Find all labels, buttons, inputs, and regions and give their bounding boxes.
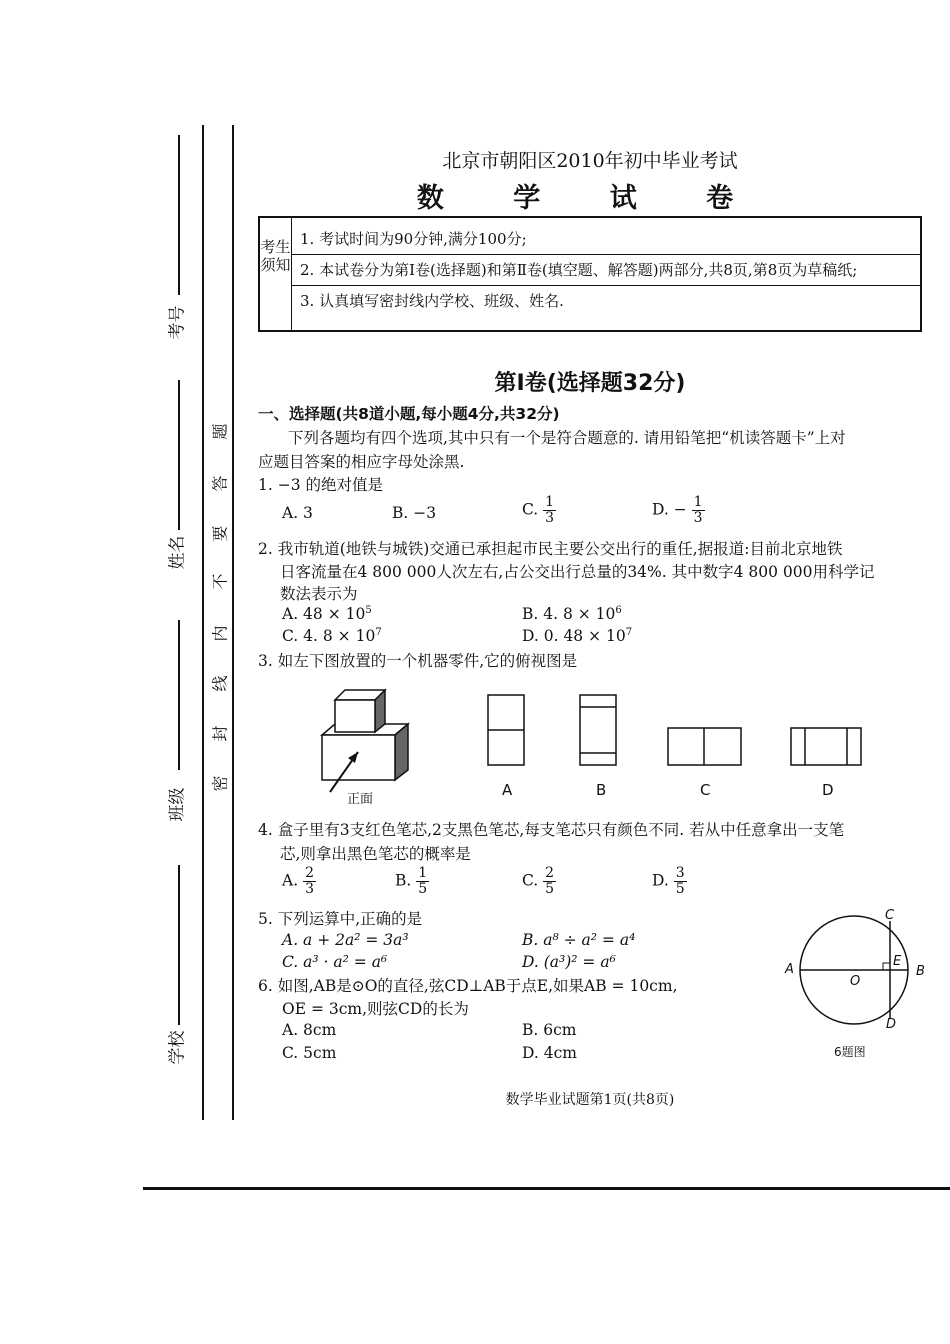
q4-option-a <box>282 866 316 897</box>
option-d-label: D <box>822 781 834 799</box>
option-b-label: B <box>596 781 607 799</box>
q4-option-d <box>652 866 687 897</box>
instruction-item: 1. 考试时间为90分钟,满分100分; <box>300 230 527 248</box>
class-label: 班级 <box>167 787 188 822</box>
q1-option-d <box>652 495 705 526</box>
fraction <box>543 866 556 897</box>
divider <box>292 285 920 286</box>
q2-stem: 数法表示为 <box>280 585 358 603</box>
seal-char: 线 <box>210 675 230 692</box>
point-c-label: C <box>885 908 895 923</box>
q6-option-d: D. 4cm <box>522 1044 577 1062</box>
school-line[interactable] <box>178 865 180 1025</box>
denominator: 5 <box>418 881 428 897</box>
option-text: A. 48 × 10 <box>282 605 366 624</box>
binding-line-left <box>202 125 204 1120</box>
figure-caption: 6题图 <box>834 1045 866 1059</box>
section-intro: 应题目答案的相应字母处涂黑. <box>258 453 465 471</box>
seal-char: 题 <box>210 423 230 440</box>
option-label: B. <box>395 871 412 890</box>
q3-figures <box>300 680 880 810</box>
school-label: 学校 <box>167 1030 188 1065</box>
option-label: D. − <box>652 500 687 519</box>
option-label: D. <box>652 871 669 890</box>
q6-option-a: A. 8cm <box>282 1021 337 1039</box>
numerator: 2 <box>545 865 555 881</box>
q3-stem: 3. 如左下图放置的一个机器零件,它的俯视图是 <box>258 652 578 670</box>
exam-number-line[interactable] <box>178 135 180 295</box>
name-label: 姓名 <box>167 535 188 570</box>
exponent: 5 <box>365 605 372 616</box>
q2-option-a <box>282 605 372 623</box>
fraction <box>303 866 316 897</box>
exam-number-label: 考号 <box>167 305 188 340</box>
seal-char: 不 <box>210 573 230 590</box>
page-footer: 数学毕业试题第1页(共8页) <box>505 1092 675 1108</box>
q4-stem: 4. 盒子里有3支红色笔芯,2支黑色笔芯,每支笔芯只有颜色不同. 若从中任意拿出一支笔 <box>258 821 845 839</box>
option-d-view <box>791 728 861 765</box>
fraction <box>692 495 705 526</box>
circle-figure <box>780 905 930 1035</box>
exponent: 6 <box>615 605 622 616</box>
option-b-view <box>580 695 616 765</box>
fraction <box>416 866 429 897</box>
exam-title: 北京市朝阳区2010年初中毕业考试 <box>442 150 738 172</box>
point-e-label: E <box>893 954 902 969</box>
seal-char: 封 <box>210 725 230 742</box>
q1-stem: 1. −3 的绝对值是 <box>258 476 383 494</box>
class-line[interactable] <box>178 620 180 770</box>
q5-option-d: D. (a³)² = a⁶ <box>522 953 616 971</box>
q5-option-b: B. a⁸ ÷ a² = a⁴ <box>522 931 636 949</box>
exponent: 7 <box>375 627 382 638</box>
option-text: C. 4. 8 × 10 <box>282 627 376 646</box>
denominator: 5 <box>545 881 555 897</box>
q5-option-a: A. a + 2a² = 3a³ <box>282 931 409 949</box>
denominator: 5 <box>675 881 685 897</box>
option-a-label: A <box>502 781 513 799</box>
q4-stem: 芯,则拿出黑色笔芯的概率是 <box>280 845 471 863</box>
option-label: C. <box>522 500 539 519</box>
q6-stem: 6. 如图,AB是⊙O的直径,弦CD⊥AB于点E,如果AB = 10cm, <box>258 977 678 995</box>
seal-char: 内 <box>210 625 230 642</box>
q4-option-c <box>522 866 556 897</box>
q1-option-b: B. −3 <box>392 504 437 522</box>
option-label: A. <box>282 871 299 890</box>
option-c-view <box>668 728 741 765</box>
seal-char: 要 <box>210 525 230 542</box>
option-text: D. 0. 48 × 10 <box>522 627 626 646</box>
front-label: 正面 <box>347 792 374 807</box>
q5-option-c: C. a³ · a² = a⁶ <box>282 953 388 971</box>
seal-char: 答 <box>210 475 230 492</box>
point-a-label: A <box>785 962 794 977</box>
q1-option-c <box>522 495 556 526</box>
option-label: C. <box>522 871 539 890</box>
q6-stem: OE = 3cm,则弦CD的长为 <box>282 1000 469 1018</box>
q6-option-c: C. 5cm <box>282 1044 337 1062</box>
instruction-item: 2. 本试卷分为第Ⅰ卷(选择题)和第Ⅱ卷(填空题、解答题)两部分,共8页,第8页为草稿纸; <box>300 261 858 279</box>
section-title: 第Ⅰ卷(选择题32分) <box>494 371 686 396</box>
binding-line-right <box>232 125 234 1120</box>
numerator: 3 <box>675 865 685 881</box>
q6-option-b: B. 6cm <box>522 1021 577 1039</box>
section-heading: 一、选择题(共8道小题,每小题4分,共32分) <box>258 405 560 423</box>
instructions-box <box>258 216 922 332</box>
numerator: 2 <box>305 865 314 881</box>
option-a-view <box>488 695 524 765</box>
exponent: 7 <box>625 627 633 638</box>
numerator: 1 <box>545 494 555 510</box>
denominator: 3 <box>305 881 314 897</box>
instructions-heading: 考生须知 <box>260 218 292 330</box>
seal-char: 密 <box>210 775 230 792</box>
fraction <box>674 866 687 897</box>
option-text: B. 4. 8 × 10 <box>522 605 616 624</box>
option-c-label: C <box>700 781 711 799</box>
instruction-item: 3. 认真填写密封线内学校、班级、姓名. <box>300 292 564 310</box>
denominator: 3 <box>693 510 703 526</box>
machine-part-figure <box>322 690 408 792</box>
q2-option-b <box>522 605 622 623</box>
point-b-label: B <box>916 964 925 979</box>
denominator: 3 <box>545 510 555 526</box>
paper-title: 数 学 试 卷 <box>416 183 764 214</box>
numerator: 1 <box>418 865 428 881</box>
fraction <box>543 495 556 526</box>
q2-stem: 日客流量在4 800 000人次左右,占公交出行总量的34%. 其中数字4 800 000用科学记 <box>280 563 875 581</box>
name-line[interactable] <box>178 380 180 530</box>
divider <box>292 254 920 255</box>
q2-stem: 2. 我市轨道(地铁与城铁)交通已承担起市民主要公交出行的重任,据报道:目前北京地铁 <box>258 540 843 558</box>
point-o-label: O <box>850 974 861 989</box>
bottom-rule <box>143 1187 950 1190</box>
q2-option-d <box>522 627 632 645</box>
q5-stem: 5. 下列运算中,正确的是 <box>258 910 423 928</box>
section-intro: 下列各题均有四个选项,其中只有一个是符合题意的. 请用铅笔把“机读答题卡”上对 <box>288 429 846 447</box>
numerator: 1 <box>693 494 703 510</box>
point-d-label: D <box>886 1017 897 1032</box>
q1-option-a: A. 3 <box>282 504 313 522</box>
q2-option-c <box>282 627 382 645</box>
q4-option-b <box>395 866 429 897</box>
